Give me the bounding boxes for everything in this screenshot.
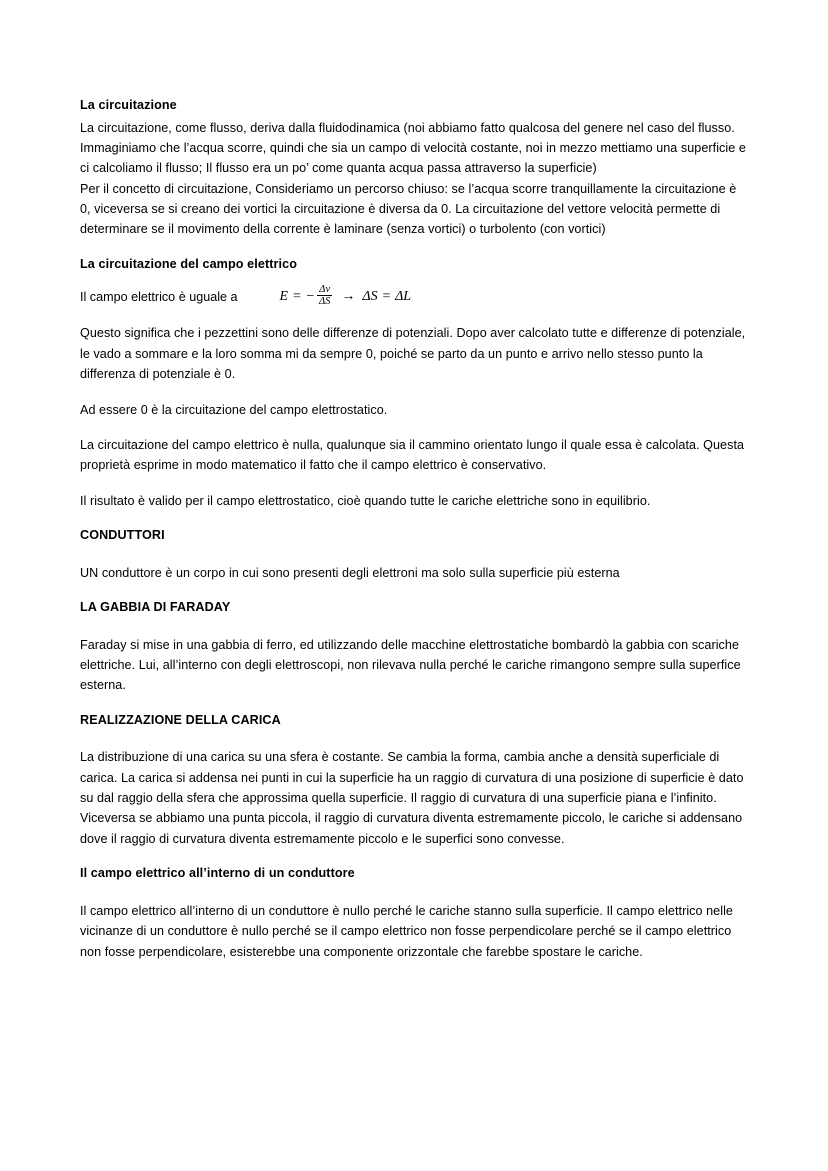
document-body	[80, 96, 748, 962]
formula-equals-2: =	[381, 288, 392, 304]
formula-expression	[280, 285, 412, 308]
paragraph-circuitazione-intro: La circuitazione, come flusso, deriva dalla fluidodinamica (noi abbiamo fatto qualcosa del genere nel caso del flusso. Immaginiamo che l’acqua scorre, quindi che sia un campo di velocità costante, noi in mezzo mettiamo una superficie e ci calcoliamo il flusso; Il flusso era un po’ come quanta acqua passa attraverso la superficie)	[80, 120, 746, 176]
spacer	[80, 420, 748, 435]
spacer	[80, 511, 748, 526]
section-heading-gabbia-di-faraday: LA GABBIA DI FARADAY	[80, 600, 231, 615]
formula-equals: =	[292, 288, 302, 304]
spacer	[80, 849, 748, 864]
section-heading-realizzazione-della-carica: REALIZZAZIONE DELLA CARICA	[80, 712, 281, 727]
spacer	[80, 620, 748, 635]
paragraph-circuitazione-elettrostatico-zero: Ad essere 0 è la circuitazione del campo elettrostatico.	[80, 402, 388, 417]
formula-denominator: ΔS	[318, 296, 331, 308]
section-heading-conduttori: CONDUTTORI	[80, 528, 165, 543]
formula-delta-l: ΔL	[395, 288, 412, 304]
formula-arrow: →	[341, 288, 356, 304]
paragraph-conduttore-definizione: UN conduttore è un corpo in cui sono presenti degli elettroni ma solo sulla superficie più esterna	[80, 565, 620, 580]
spacer	[80, 276, 748, 285]
spacer	[80, 240, 748, 255]
formula-numerator: Δv	[319, 284, 331, 296]
spacer	[80, 732, 748, 747]
formula-minus: −	[305, 288, 315, 304]
spacer	[80, 548, 748, 563]
spacer	[80, 886, 748, 901]
paragraph-distribuzione-carica: La distribuzione di una carica su una sfera è costante. Se cambia la forma, cambia anche a densità superficiale di carica. La carica si addensa nei punti in cui la superficie ha un raggio di curvatura di una posizione di superficie è dato su dal raggio della sfera che approssima quella superficie. Il raggio di curvatura di una superficie piana e l’infinito. Viceversa se abbiamo una punta piccola, il raggio di curvatura diventa estremamente piccolo, le cariche si addensano dove il raggio di curvatura diventa estremamente piccolo e le superfici sono convesse.	[80, 750, 744, 846]
spacer	[80, 583, 748, 598]
section-heading-circuitazione: La circuitazione	[80, 98, 177, 112]
paragraph-circuitazione-nulla: La circuitazione del campo elettrico è nulla, qualunque sia il cammino orientato lungo il quale essa è calcolata. Questa proprietà esprime in modo matematico il fatto che il campo elettrico è conservativo.	[80, 437, 745, 473]
formula-symbol-E: E	[279, 288, 289, 304]
spacer	[80, 696, 748, 711]
paragraph-faraday-gabbia: Faraday si mise in una gabbia di ferro, ed utilizzando delle macchine elettrostatiche bombardò la gabbia con scariche elettriche. Lui, all’interno con degli elettroscopi, non rilevava nulla perché le cariche rimangono sempre sulla superfice esterna.	[80, 637, 741, 693]
formula-fraction	[317, 284, 332, 307]
paragraph-pezzettini-differenze-potenziali: Questo significa che i pezzettini sono delle differenze di potenziali. Dopo aver calcolato tutte e differenze di potenziale, le vado a sommare e la loro somma mi da sempre 0, poiché se parto da un punto e arrivo nello stesso punto la differenza di potenziale è 0.	[80, 326, 746, 382]
formula-delta-s: ΔS	[362, 288, 378, 304]
section-heading-campo-interno-conduttore: Il campo elettrico all’interno di un conduttore	[80, 866, 355, 881]
spacer	[80, 476, 748, 491]
paragraph-campo-interno-conduttore: Il campo elettrico all’interno di un conduttore è nullo perché le cariche stanno sulla superficie. Il campo elettrico nelle vicinanze di un conduttore è nullo perché se il campo elettrico non fosse perpendicolare perché se il campo elettrico non fosse perpendicolare, esisterebbe una componente orizzontale che farebbe spostare le cariche.	[80, 903, 733, 959]
paragraph-risultato-equilibrio: Il risultato è valido per il campo elettrostatico, cioè quando tutte le cariche elettriche sono in equilibrio.	[80, 493, 651, 508]
paragraph-circuitazione-percorso-chiuso: Per il concetto di circuitazione, Consideriamo un percorso chiuso: se l’acqua scorre tranquillamente la circuitazione è 0, viceversa se si creano dei vortici la circuitazione è diversa da 0. La circuitazione del vettore velocità permette di determinare se il movimento della corrente è laminare (senza vortici) o turbolento (con vortici)	[80, 181, 737, 237]
spacer	[80, 385, 748, 400]
section-heading-circuitazione-campo-elettrico: La circuitazione del campo elettrico	[80, 256, 298, 271]
formula-campo-elettrico	[80, 285, 748, 308]
spacer	[80, 308, 748, 323]
formula-lead-text: Il campo elettrico è uguale a	[80, 289, 238, 304]
